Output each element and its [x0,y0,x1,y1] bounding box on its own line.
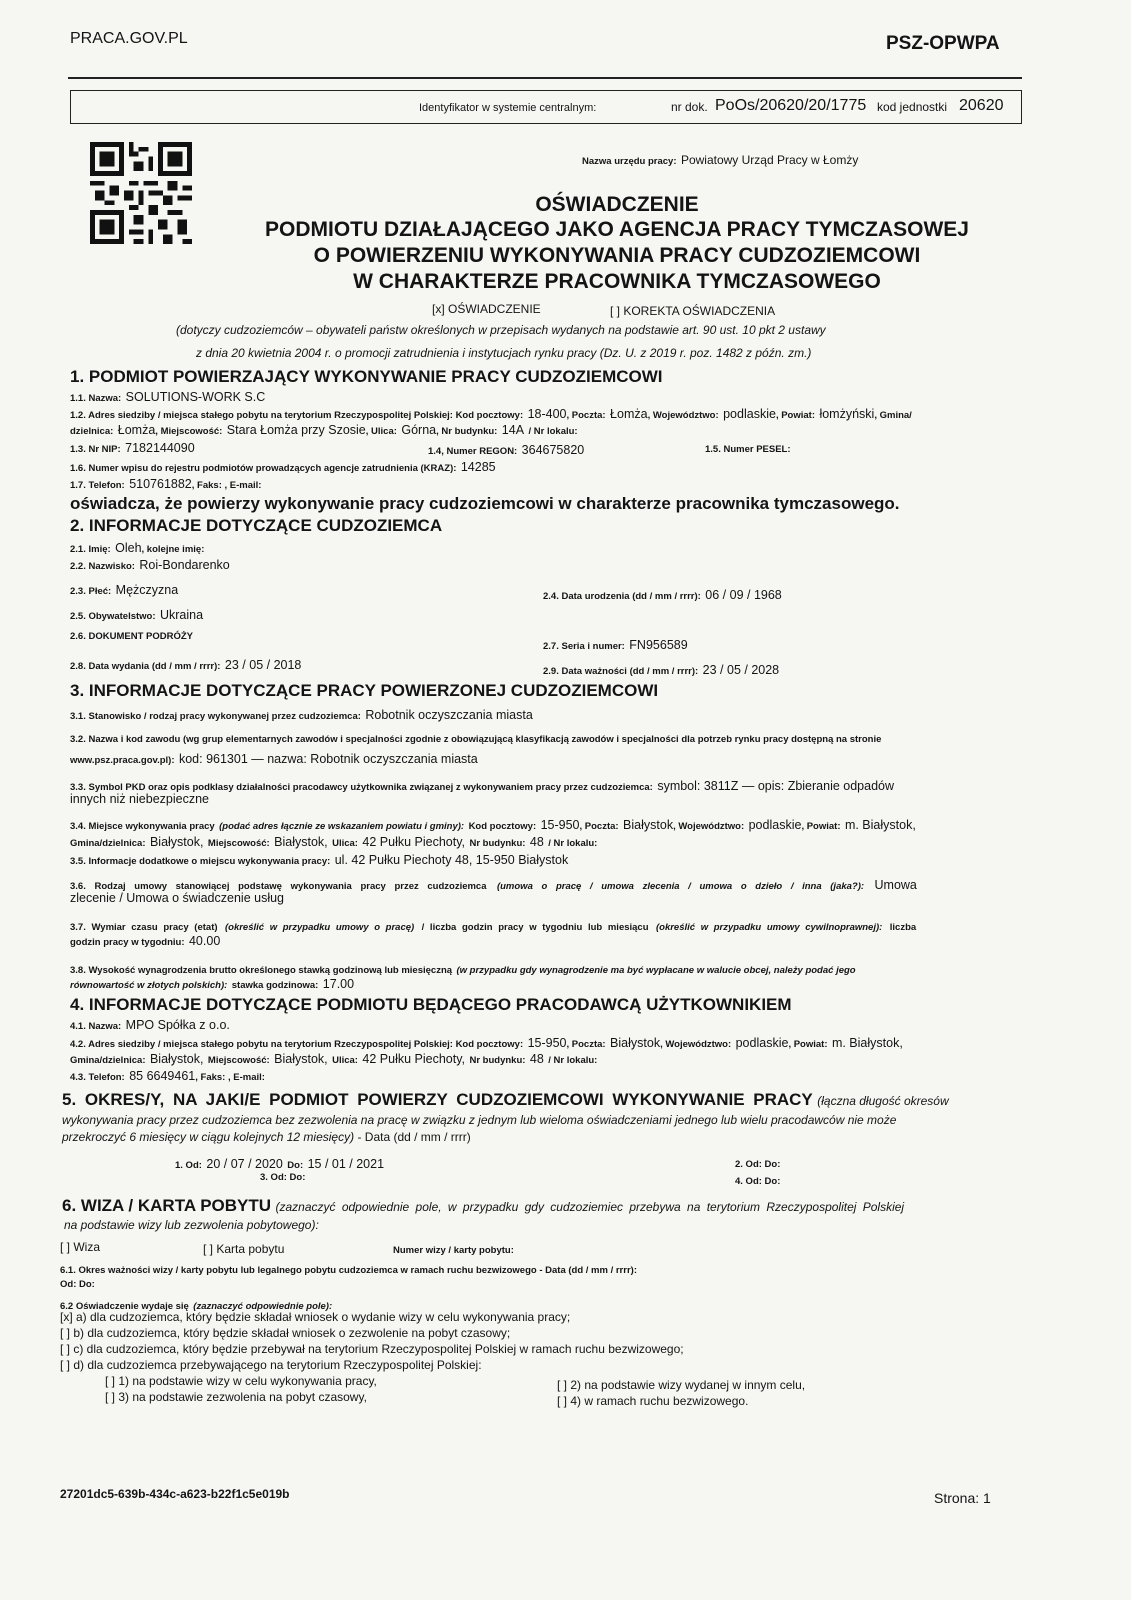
statement: oświadcza, że powierzy wykonywanie pracy cudzoziemcowi w charakterze pracownika tymczasowego. [70,494,900,513]
label: Do: [287,1160,304,1171]
label: 3.1. Stanowisko / rodzaj pracy wykonywanej przez cudzoziemca: [70,711,361,722]
title-line: OŚWIADCZENIE [535,193,699,216]
section-5-heading: 5. OKRES/Y, NA JAKI/E PODMIOT POWIERZY CUDZOZIEMCOWI WYKONYWANIE PRACY [62,1090,813,1109]
label: Od: Do: [60,1279,95,1290]
value: łomżyński [819,407,875,421]
label: 4.3. Telefon: [70,1072,125,1083]
label: Ulica: [371,426,397,437]
value: podlaskie [748,818,802,832]
label: 1.2. Adres siedziby / miejsca stałego pobytu na terytorium Rzeczypospolitej Polskiej: Kod pocztowy: [70,410,524,421]
value: Łomża [610,407,648,421]
label: 2.9. Data ważności (dd / mm / rrrr): [543,666,699,677]
label: stawka godzinowa: [231,980,319,991]
value: podlaskie [723,407,776,421]
value: m. Białystok, [831,1036,903,1050]
label: Ulica: [332,1055,358,1066]
label: 1.4, Numer REGON: [428,446,518,457]
value: Stara Łomża przy Szosie [226,423,366,437]
label: godzin pracy w tygodniu: [70,937,185,948]
label: 2.4. Data urodzenia (dd / mm / rrrr): [543,591,701,602]
label: Ulica: [332,838,358,849]
divider [68,77,1022,79]
qr-code [90,140,192,246]
label: 3.5. Informacje dodatkowe o miejscu wykonywania pracy: [70,856,331,867]
phone: 85 6649461 [129,1069,196,1083]
value: Białystok [610,1036,661,1050]
label: 2.5. Obywatelstwo: [70,611,156,622]
value: Łomża [117,423,156,437]
option-c: [ ] c) dla cudzoziemca, który będzie przebywał na terytorium Rzeczypospolitej Polskiej w ramach ruchu bezwizowego; [60,1342,684,1356]
value: symbol: 3811Z — opis: Zbieranie odpadów [657,779,895,793]
value: 40.00 [188,934,221,948]
label: 3.4. Miejsce wykonywania pracy [70,821,215,832]
title-line: W CHARAKTERZE PRACOWNIKA TYMCZASOWEGO [353,270,881,293]
label: 1.3. Nr NIP: [70,444,121,455]
identifier-label: Identyfikator w systemie centralnym: [419,102,597,114]
office-value: Powiatowy Urząd Pracy w Łomży [680,153,859,167]
legal-note: z dnia 20 kwietnia 2004 r. o promocji zatrudnienia i instytucjach rynku pracy (Dz. U. z 2019 r. poz. 1482 z późn. zm.) [196,346,812,360]
label: Powiat: [793,1039,828,1050]
label: 1.6. Numer wpisu do rejestru podmiotów prowadzących agencje zatrudnienia (KRAZ): [70,463,457,474]
label: (umowa o pracę / umowa zlecenia / umowa o dzieło / inna (jaka?): [496,881,865,892]
label: 2.8. Data wydania (dd / mm / rrrr): [70,661,221,672]
label: liczba [889,922,917,933]
section-6-heading: 6. WIZA / KARTA POBYTU [62,1196,272,1215]
correction-checkbox: [ ] KOREKTA OŚWIADCZENIA [610,304,776,318]
value: 42 Pułku Piechoty, [362,1052,466,1066]
label: / Nr lokalu: [528,426,578,437]
label: Powiat: [781,410,815,421]
expiry-date: 23 / 05 / 2028 [702,663,780,677]
nip: 7182144090 [125,441,195,455]
document-hash: 27201dc5-639b-434c-a623-b22f1c5e019b [60,1487,290,1501]
label: Poczta: [571,410,606,421]
label: dzielnica: [70,426,114,437]
label: / Nr lokalu: [548,838,598,849]
issue-date: 23 / 05 / 2018 [224,658,302,672]
section-1-heading: 1. PODMIOT POWIERZAJĄCY WYKONYWANIE PRACY CUDZOZIEMCOWI [70,367,663,386]
value: 42 Pułku Piechoty, [362,835,466,849]
label: 4.2. Adres siedziby / miejsca stałego pobytu na terytorium Rzeczypospolitej Polskiej: Kod pocztowy: [70,1039,524,1050]
label: 2.7. Seria i numer: [543,641,625,652]
first-name: Oleh [115,541,142,555]
kraz: 14285 [460,460,496,474]
value: Umowa [874,878,917,892]
period-3: 3. Od: Do: [260,1172,306,1183]
value: 17.00 [322,977,355,991]
unit-label: kod jednostki [877,100,948,114]
label: / liczba godzin pracy w tygodniu lub miesiącu [421,922,649,933]
office-name [582,151,858,169]
option-d4: [ ] 4) w ramach ruchu bezwizowego. [557,1394,749,1408]
label: równowartość w złotych polskich): [70,980,228,991]
unit-code: 20620 [959,97,1004,114]
label: 3.3. Symbol PKD oraz opis podklasy działalności pracodawcy użytkownika związanej z wykonywaniem pracy przez cudzoziemca: [70,782,653,793]
label: 6.2 Oświadczenie wydaje się [60,1301,189,1312]
note: (łączna długość okresów [817,1094,949,1108]
label: Miejscowość: [207,838,270,849]
label: 3.2. Nazwa i kod zawodu (wg grup elementarnych zawodów i specjalności zgodnie z obowiązującą klasyfikacją zawodów i specjalności dla potrzeb rynku pracy dostępną na stronie [70,734,882,745]
pesel-label: 1.5. Numer PESEL: [705,444,791,455]
title-line: O POWIERZENIU WYKONYWANIA PRACY CUDZOZIEMCOWI [313,244,921,267]
value: Robotnik oczyszczania miasta [365,708,533,722]
declaration-checkbox: [x] OŚWIADCZENIE [432,302,541,316]
label: 3.7. Wymiar czasu pracy (etat) [70,922,218,933]
label: Województwo: [652,410,719,421]
sex: Mężczyzna [115,583,179,597]
label: 4.1. Nazwa: [70,1021,122,1032]
label: Gmina/ [879,410,912,421]
citizenship: Ukraina [159,608,204,622]
page-number: Strona: 1 [934,1490,991,1506]
period-4: 4. Od: Do: [735,1176,781,1187]
birth-date: 06 / 09 / 1968 [705,588,782,602]
label: Nr budynku: [441,426,498,437]
label: (zaznaczyć odpowiednie pole): [193,1301,333,1312]
phone: 510761882 [129,477,192,491]
label: Miejscowość: [207,1055,270,1066]
label: www.psz.praca.gov.pl): [70,755,175,766]
label: , Faks: , E-mail: [195,1072,265,1083]
value: Białystok, [274,835,328,849]
title-line: PODMIOTU DZIAŁAJĄCEGO JAKO AGENCJA PRACY TYMCZASOWEJ [265,218,969,241]
label: 1.1. Nazwa: [70,393,122,404]
label: 1. Od: [175,1160,202,1171]
note: przekroczyć 6 miesięcy w ciągu kolejnych 12 miesięcy) [62,1130,355,1144]
surname: Roi-Bondarenko [139,558,230,572]
section-4-heading: 4. INFORMACJE DOTYCZĄCE PODMIOTU BĘDĄCEGO PRACODAWCĄ UŻYTKOWNIKIEM [70,995,792,1014]
option-d1: [ ] 1) na podstawie wizy w celu wykonywania pracy, [105,1374,377,1388]
doc-label: nr dok. [671,100,708,114]
label: / Nr lokalu: [548,1055,598,1066]
label: 2.1. Imię: [70,544,111,555]
identifier-box [70,90,1022,124]
value: Górna [401,423,437,437]
label: Miejscowość: [160,426,223,437]
value: 48 [529,1052,544,1066]
label: Województwo: [678,821,745,832]
option-d: [ ] d) dla cudzoziemca przebywającego na terytorium Rzeczypospolitej Polskiej: [60,1358,482,1372]
label: (w przypadku gdy wynagrodzenie ma być wypłacane w walucie obcej, należy podać jego [456,965,856,976]
label: Poczta: [571,1039,606,1050]
regon: 364675820 [521,443,585,457]
label: , Faks: , E-mail: [191,480,262,491]
office-label: Nazwa urzędu pracy: [582,156,677,167]
period-2: 2. Od: Do: [735,1159,781,1170]
note: na podstawie wizy lub zezwolenia pobytowego): [64,1218,319,1232]
value: Białystok, [149,835,204,849]
employer-name: MPO Spółka z o.o. [125,1018,230,1032]
value: Białystok [623,818,674,832]
value: zlecenie / Umowa o świadczenie usług [70,891,284,905]
label: 3.8. Wysokość wynagrodzenia brutto określonego stawką godzinową lub miesięczną [70,965,453,976]
value: podlaskie [735,1036,789,1050]
value: 18-400 [527,407,567,421]
option-d3: [ ] 3) na podstawie zezwolenia na pobyt czasowy, [105,1390,367,1404]
visa-number-label: Numer wizy / karty pobytu: [393,1245,514,1256]
label: (podać adres łącznie ze wskazaniem powiatu i gminy): [219,821,465,832]
value: innych niż niebezpieczne [70,792,209,806]
doc-number: PoOs/20620/20/1775 [715,97,867,114]
option-d2: [ ] 2) na podstawie wizy wydanej w innym celu, [557,1378,806,1392]
label: Nr budynku: [469,838,526,849]
document-number: FN956589 [629,638,688,652]
value: 14A [501,423,525,437]
label: 2.2. Nazwisko: [70,561,135,572]
option-b: [ ] b) dla cudzoziemca, który będzie składał wniosek o zezwolenie na pobyt czasowy; [60,1326,511,1340]
note: - Data (dd / mm / rrrr) [357,1130,471,1144]
value: 48 [529,835,544,849]
value: 15-950 [527,1036,567,1050]
label: Kod pocztowy: [468,821,537,832]
label: Województwo: [665,1039,732,1050]
section-2-heading: 2. INFORMACJE DOTYCZĄCE CUDZOZIEMCA [70,516,443,535]
value: Białystok, [149,1052,204,1066]
label: Gmina/dzielnica: [70,838,146,849]
entity-name: SOLUTIONS-WORK S.C [125,390,266,404]
label: (określić w przypadku umowy cywilnoprawnej): [655,922,883,933]
label: Nr budynku: [469,1055,526,1066]
value: 15-950 [540,818,580,832]
note: wykonywania pracy przez cudzoziemca bez zezwolenia na pracę w związku z jednym lub wieloma oświadczeniami jednego lub wielu pracodawców nie może [62,1113,897,1127]
label: , kolejne imię: [141,544,205,555]
period-1-to: 15 / 01 / 2021 [307,1157,385,1171]
visa-checkbox: [ ] Wiza [60,1240,101,1254]
value: kod: 961301 — nazwa: Robotnik oczyszczania miasta [178,752,478,766]
option-a: [x] a) dla cudzoziemca, który będzie składał wniosek o wydanie wizy w celu wykonywania pracy; [60,1310,571,1324]
note: (zaznaczyć odpowiednie pole, w przypadku gdy cudzoziemiec przebywa na terytorium Rzeczypospolitej Polskiej [275,1200,905,1214]
label: 1.7. Telefon: [70,480,125,491]
label: Poczta: [584,821,619,832]
value: ul. 42 Pułku Piechoty 48, 15-950 Białystok [334,853,569,867]
label: Gmina/dzielnica: [70,1055,146,1066]
site-name: PRACA.GOV.PL [70,30,188,47]
label: 3.6. Rodzaj umowy stanowiącej podstawę wykonywania pracy przez cudzoziemca [70,881,487,892]
legal-note: (dotyczy cudzoziemców – obywateli państw określonych w przepisach wydanych na podstawie art. 90 ust. 10 pkt 2 ustawy [176,323,826,337]
form-code: PSZ-OPWPA [886,33,1000,54]
label: 6.1. Okres ważności wizy / karty pobytu lub legalnego pobytu cudzoziemca w ramach ruchu bezwizowego - Data (dd / mm / rrrr): [60,1265,637,1276]
label: Powiat: [806,821,841,832]
section-3-heading: 3. INFORMACJE DOTYCZĄCE PRACY POWIERZONEJ CUDZOZIEMCOWI [70,681,659,700]
value: m. Białystok, [844,818,916,832]
residence-card-checkbox: [ ] Karta pobytu [203,1242,285,1256]
travel-document-label: 2.6. DOKUMENT PODRÓŻY [70,631,193,642]
period-1-from: 20 / 07 / 2020 [206,1157,283,1171]
label: 2.3. Płeć: [70,586,112,597]
value: Białystok, [274,1052,328,1066]
label: (określić w przypadku umowy o pracę) [224,922,415,933]
